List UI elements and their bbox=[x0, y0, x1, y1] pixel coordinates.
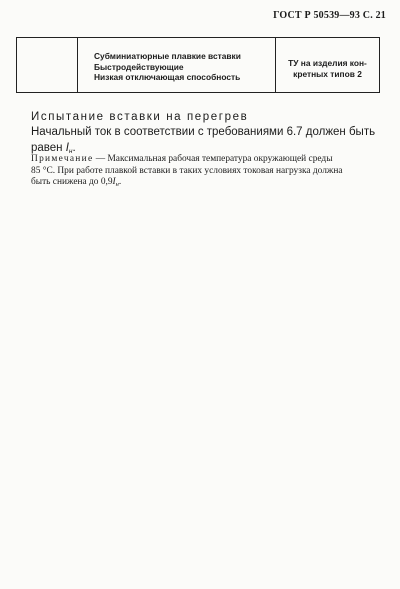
note-line: 85 °С. При работе плавкой вставки в таких условиях токовая нагрузка должна bbox=[31, 165, 343, 176]
note-text: . bbox=[118, 177, 122, 188]
note-line bbox=[31, 154, 386, 166]
current-symbol: I bbox=[112, 177, 116, 188]
current-subscript: н bbox=[115, 181, 119, 189]
fuse-type-line: Быстродействующие bbox=[94, 61, 184, 72]
page-header: ГОСТ Р 50539—93 С. 21 bbox=[273, 10, 386, 21]
fuse-type-line: Субминиатюрные плавкие вставки bbox=[94, 51, 241, 61]
note-text: — Максимальная рабочая температура окружающей среды bbox=[93, 154, 333, 164]
spec-table bbox=[16, 37, 380, 93]
tu-cell bbox=[276, 38, 379, 92]
section-title: Испытание вставки на перегрев bbox=[31, 111, 249, 123]
current-subscript: н bbox=[68, 148, 73, 155]
note-text: быть снижена до 0,9 bbox=[31, 177, 113, 188]
note-block bbox=[31, 154, 386, 191]
tu-line: ТУ на изделия кон- bbox=[288, 58, 367, 68]
note-label: Примечание bbox=[31, 154, 94, 164]
paragraph-text: . bbox=[72, 142, 76, 154]
note-line bbox=[31, 177, 386, 191]
tu-line: кретных типов 2 bbox=[293, 68, 362, 79]
table-empty-cell bbox=[17, 38, 78, 92]
fuse-type-cell bbox=[78, 38, 276, 92]
paragraph-text: равен bbox=[31, 142, 66, 154]
current-symbol: I bbox=[65, 142, 69, 154]
fuse-type-line: Низкая отключающая способность bbox=[94, 72, 241, 83]
paragraph-line: Начальный ток в соответствии с требованиями 6.7 должен быть bbox=[31, 126, 376, 138]
